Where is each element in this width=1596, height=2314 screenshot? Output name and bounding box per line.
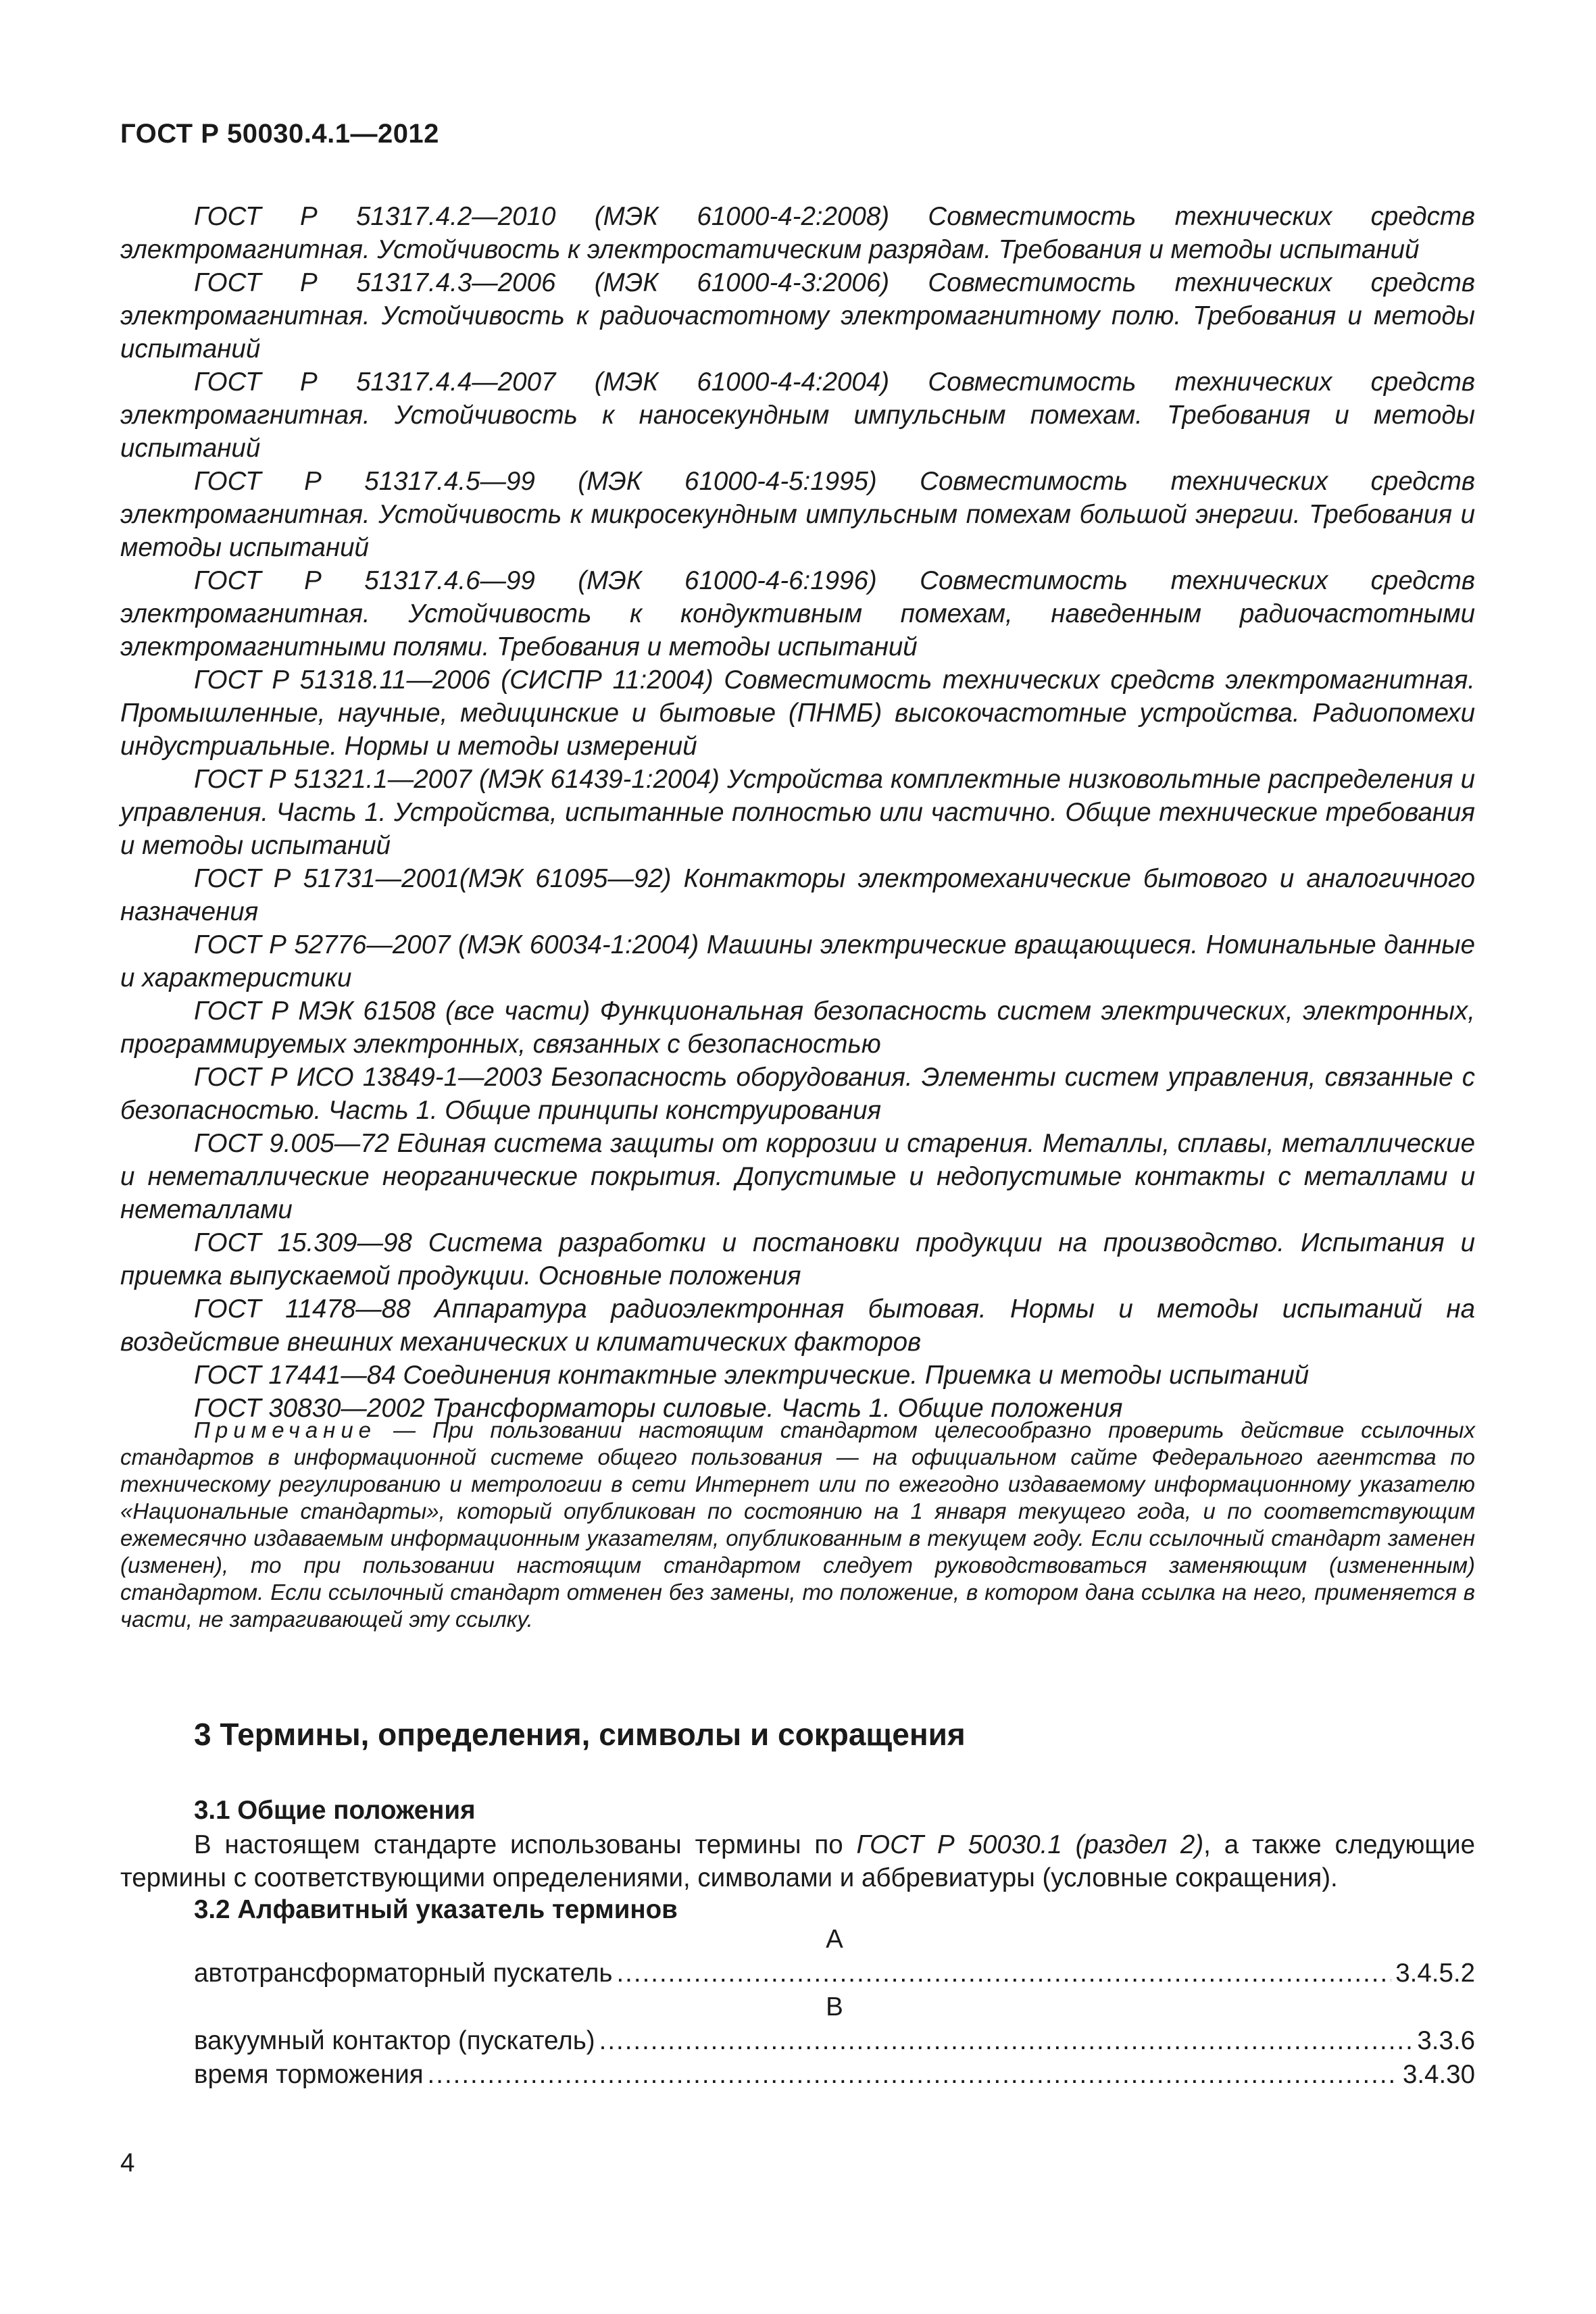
reference-item: ГОСТ Р МЭК 61508 (все части) Функциональная безопасность систем электрических, электронных, программируемых электронных, связанных с безопасностью (120, 997, 1475, 1059)
reference-item: ГОСТ Р ИСО 13849-1—2003 Безопасность оборудования. Элементы систем управления, связанные с безопасностью. Часть 1. Общие принципы конструирования (120, 1063, 1475, 1125)
index-leader-dots (599, 2024, 1414, 2058)
reference-item: ГОСТ 17441—84 Соединения контактные электрические. Приемка и методы испытаний (194, 1361, 1310, 1390)
index-letter: А (826, 1925, 843, 1954)
reference-item: ГОСТ Р 51318.11—2006 (СИСПР 11:2004) Совместимость технических средств электромагнитная. Промышленные, научные, медицинские и бытовые (ПНМБ) высокочастотные устройства. Радиопомехи индустриальные. Нормы и методы измерений (120, 665, 1475, 761)
reference-item: ГОСТ Р 52776—2007 (МЭК 60034-1:2004) Машины электрические вращающиеся. Номинальные данные и характеристики (120, 930, 1475, 992)
reference-item: ГОСТ 15.309—98 Система разработки и постановки продукции на производство. Испытания и приемка выпускаемой продукции. Основные положения (120, 1228, 1475, 1290)
index-leader-dots (428, 2058, 1399, 2092)
note-paragraph (120, 1417, 1475, 1633)
index-letter: В (826, 1992, 843, 2021)
reference-item: ГОСТ 30830—2002 Трансформаторы силовые. Часть 1. Общие положения (194, 1394, 1123, 1423)
normative-references-list (120, 200, 1475, 1425)
note-block (120, 1417, 1475, 1633)
index-term: вакуумный контактор (пускатель) (194, 2026, 595, 2055)
index-ref: 3.4.5.2 (1395, 1959, 1475, 1988)
reference-item: ГОСТ Р 51321.1—2007 (МЭК 61439-1:2004) Устройства комплектные низковольтные распределения и управления. Часть 1. Устройства, испытанные полностью или частично. Общие технические требования и методы испытаний (120, 765, 1475, 860)
subsection-title-general: 3.1 Общие положения (194, 1796, 476, 1825)
index-entry (194, 2058, 1475, 2092)
reference-item: ГОСТ Р 51317.4.3—2006 (МЭК 61000-4-3:2006) Совместимость технических средств электромагнитная. Устойчивость к радиочастотному электромагнитному полю. Требования и методы испытаний (120, 268, 1475, 363)
section-intro (120, 1828, 1475, 1894)
index-entry (194, 2024, 1475, 2058)
document-header: ГОСТ Р 50030.4.1—2012 (120, 119, 439, 149)
reference-item: ГОСТ Р 51731—2001(МЭК 61095—92) Контакторы электромеханические бытового и аналогичного назначения (120, 864, 1475, 926)
index-leader-dots (616, 1957, 1391, 1990)
reference-item: ГОСТ 9.005—72 Единая система защиты от коррозии и старения. Металлы, сплавы, металлические и неметаллические неорганические покрытия. Допустимые и недопустимые контакты с металлами и неметаллами (120, 1129, 1475, 1224)
intro-text-start: В настоящем стандарте использованы термины по (194, 1830, 857, 1859)
note-text: — При пользовании настоящим стандартом целесообразно проверить действие ссылочных стандартов в информационной системе общего пользования — на официальном сайте Федерального агентства по техническому регулированию и метрологии в сети Интернет или по ежегодно издаваемому информационному указателю «Национальные стандарты», который опубликован по состоянию на 1 января текущего года, и по соответствующим ежемесячно издаваемым информационным указателям, опубликованным в текущем году. Если ссылочный стандарт заменен (изменен), то при пользовании настоящим стандартом следует руководствоваться заменяющим (измененным) стандартом. Если ссылочный стандарт отменен без замены, то положение, в котором дана ссылка на него, применяется в части, не затрагивающей эту ссылку. (120, 1417, 1475, 1632)
intro-paragraph (120, 1828, 1475, 1894)
reference-item: ГОСТ Р 51317.4.4—2007 (МЭК 61000-4-4:2004) Совместимость технических средств электромагнитная. Устойчивость к наносекундным импульсным помехам. Требования и методы испытаний (120, 368, 1475, 463)
index-term: автотрансформаторный пускатель (194, 1959, 613, 1988)
subsection-title-index: 3.2 Алфавитный указатель терминов (194, 1895, 678, 1924)
note-label: Примечание (194, 1417, 377, 1442)
index-entry (194, 1957, 1475, 1990)
intro-text-end: , а также следующие термины с соответствующими определениями, символами и аббревиатуры (условные сокращения). (120, 1830, 1475, 1892)
index-ref: 3.4.30 (1402, 2060, 1475, 2089)
reference-item: ГОСТ Р 51317.4.5—99 (МЭК 61000-4-5:1995) Совместимость технических средств электромагнитная. Устойчивость к микросекундным импульсным помехам большой энергии. Требования и методы испытаний (120, 467, 1475, 562)
reference-item: ГОСТ Р 51317.4.2—2010 (МЭК 61000-4-2:2008) Совместимость технических средств электромагнитная. Устойчивость к электростатическим разрядам. Требования и методы испытаний (120, 202, 1475, 264)
reference-item: ГОСТ Р 51317.4.6—99 (МЭК 61000-4-6:1996) Совместимость технических средств электромагнитная. Устойчивость к кондуктивным помехам, наведенным радиочастотными электромагнитными полями. Требования и методы испытаний (120, 566, 1475, 661)
intro-reference: ГОСТ Р 50030.1 (раздел 2) (856, 1830, 1204, 1859)
reference-item: ГОСТ 11478—88 Аппаратура радиоэлектронная бытовая. Нормы и методы испытаний на воздействие внешних механических и климатических факторов (120, 1294, 1475, 1357)
index-term: время торможения (194, 2060, 424, 2089)
index-ref: 3.3.6 (1417, 2026, 1475, 2055)
page-number: 4 (120, 2148, 135, 2178)
section-title: 3 Термины, определения, символы и сокращения (194, 1717, 966, 1752)
terms-index (194, 1923, 1475, 2092)
